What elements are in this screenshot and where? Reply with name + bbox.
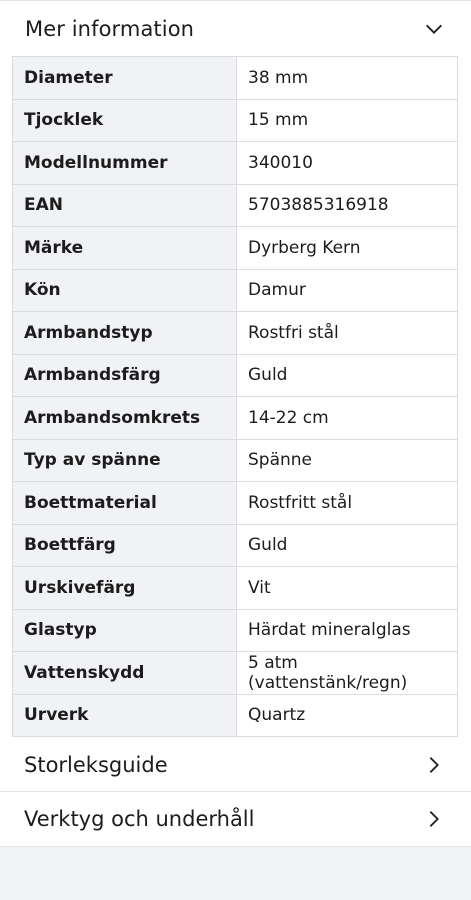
spec-value: Rostfritt stål xyxy=(237,482,458,525)
spec-key: Armbandsomkrets xyxy=(13,397,237,440)
table-row xyxy=(13,524,458,567)
spec-value: Rostfri stål xyxy=(237,312,458,355)
more-info-title: Mer information xyxy=(25,16,195,41)
spec-key: Modellnummer xyxy=(13,142,237,185)
spec-key: Typ av spänne xyxy=(13,439,237,482)
spec-key: Boettmaterial xyxy=(13,482,237,525)
chevron-down-icon[interactable] xyxy=(423,18,445,40)
spec-key: Glastyp xyxy=(13,609,237,652)
table-row xyxy=(13,99,458,142)
table-row xyxy=(13,694,458,737)
table-row xyxy=(13,312,458,355)
spec-key: Urskivefärg xyxy=(13,567,237,610)
table-row xyxy=(13,354,458,397)
table-row xyxy=(13,184,458,227)
spec-key: Kön xyxy=(13,269,237,312)
spec-value: 38 mm xyxy=(237,57,458,100)
page-background xyxy=(0,847,471,883)
spec-value: 5 atm (vattenstänk/regn) xyxy=(237,652,458,695)
spec-key: EAN xyxy=(13,184,237,227)
table-row xyxy=(13,142,458,185)
spec-value: Dyrberg Kern xyxy=(237,227,458,270)
spec-key: Armbandsfärg xyxy=(13,354,237,397)
spec-value: Guld xyxy=(237,354,458,397)
tools-care-link[interactable] xyxy=(0,792,471,847)
chevron-right-icon xyxy=(423,808,445,830)
table-row xyxy=(13,482,458,525)
table-row xyxy=(13,652,458,695)
table-row xyxy=(13,439,458,482)
spec-value: Quartz xyxy=(237,694,458,737)
spec-value: Damur xyxy=(237,269,458,312)
spec-key: Märke xyxy=(13,227,237,270)
table-row xyxy=(13,227,458,270)
chevron-right-icon xyxy=(423,754,445,776)
table-row xyxy=(13,397,458,440)
spec-value: Spänne xyxy=(237,439,458,482)
spec-value: Härdat mineralglas xyxy=(237,609,458,652)
table-row xyxy=(13,57,458,100)
spec-key: Armbandstyp xyxy=(13,312,237,355)
more-info-accordion-header[interactable] xyxy=(0,0,471,56)
spec-value: 14-22 cm xyxy=(237,397,458,440)
size-guide-link[interactable] xyxy=(0,737,471,792)
spec-key: Boettfärg xyxy=(13,524,237,567)
tools-care-label: Verktyg och underhåll xyxy=(24,807,255,831)
table-row xyxy=(13,269,458,312)
spec-value: 15 mm xyxy=(237,99,458,142)
spec-value: 340010 xyxy=(237,142,458,185)
spec-key: Vattenskydd xyxy=(13,652,237,695)
spec-value: Vit xyxy=(237,567,458,610)
spec-value: 5703885316918 xyxy=(237,184,458,227)
spec-key: Tjocklek xyxy=(13,99,237,142)
size-guide-label: Storleksguide xyxy=(24,752,168,777)
spec-value: Guld xyxy=(237,524,458,567)
spec-key: Diameter xyxy=(13,57,237,100)
table-row xyxy=(13,609,458,652)
spec-table xyxy=(12,56,458,737)
table-row xyxy=(13,567,458,610)
spec-key: Urverk xyxy=(13,694,237,737)
